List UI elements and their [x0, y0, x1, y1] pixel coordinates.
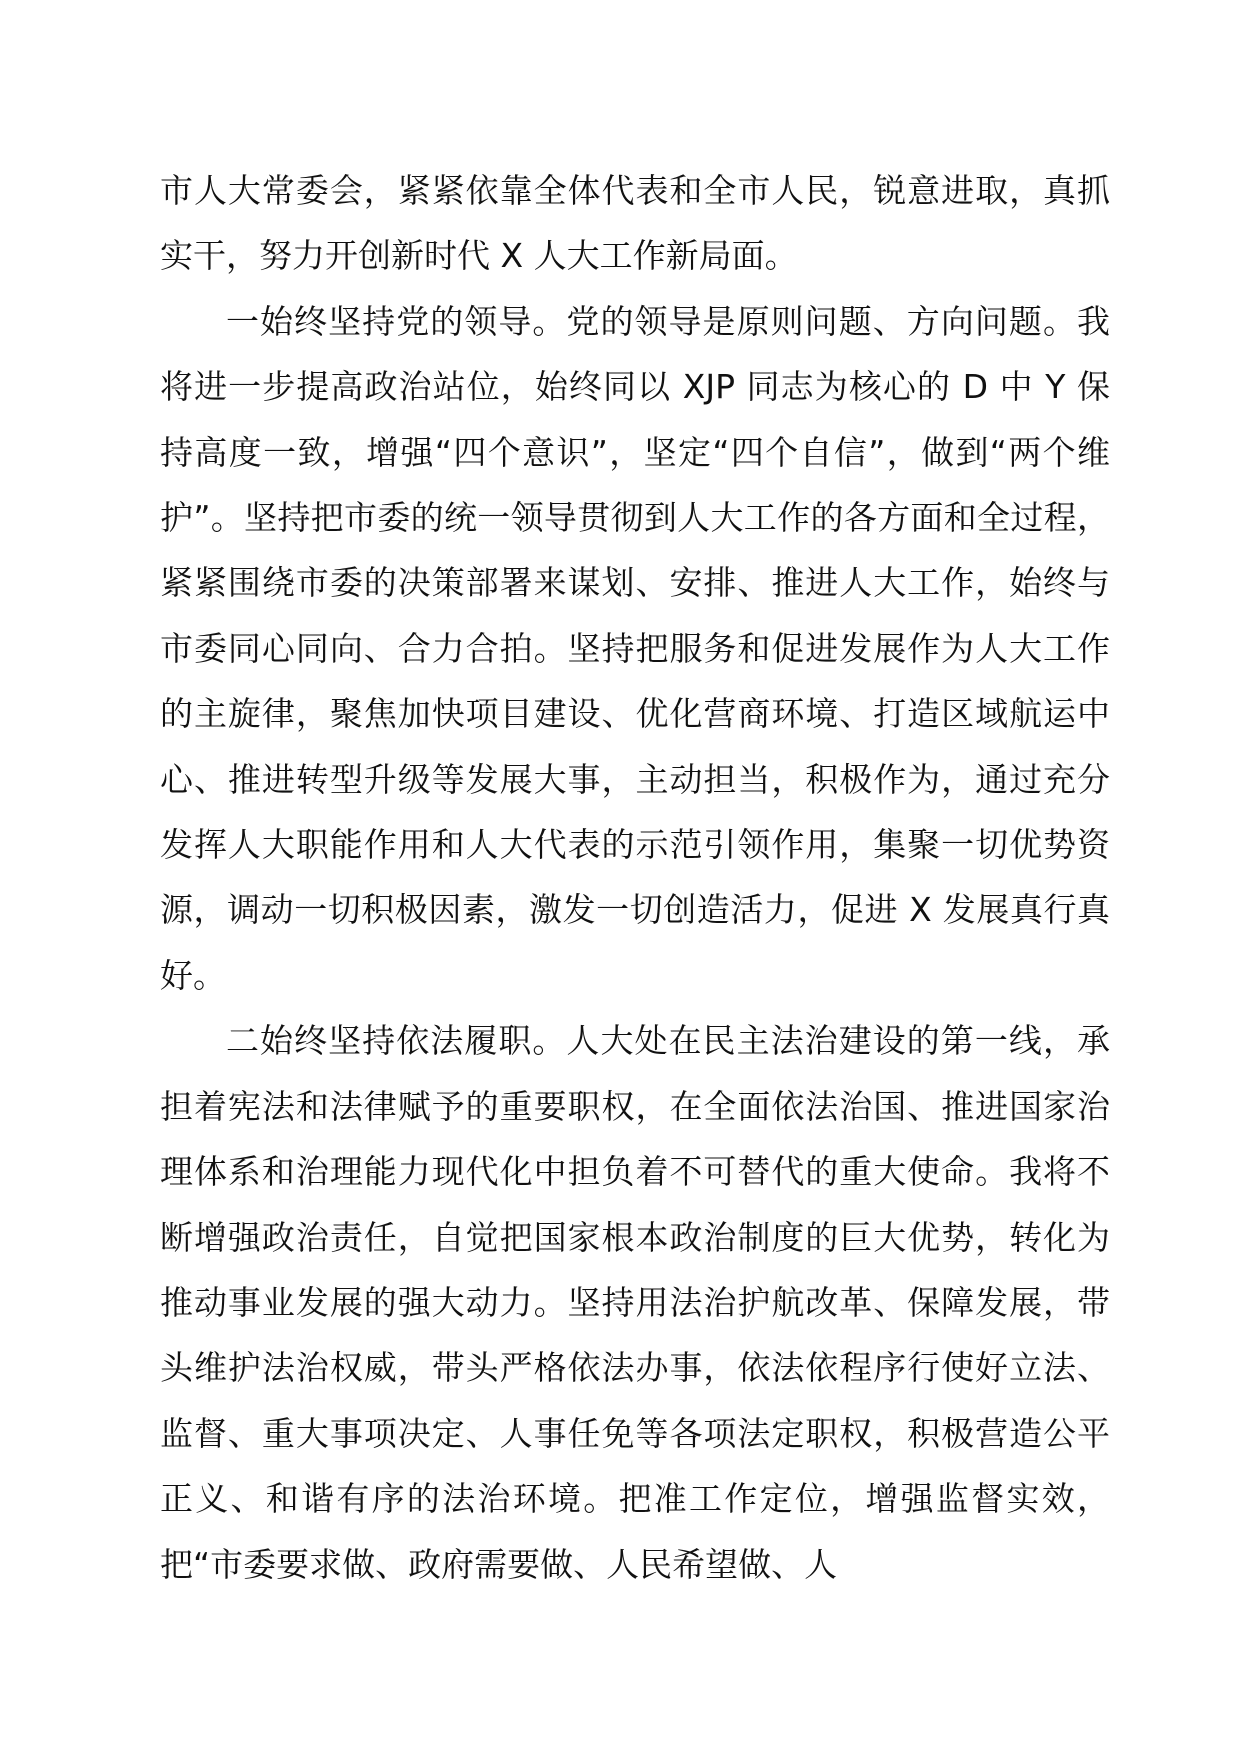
paragraph-party-leadership: 一始终坚持党的领导。党的领导是原则问题、方向问题。我将进一步提高政治站位，始终同以 XJP 同志为核心的 D 中 Y 保持高度一致，增强“四个意识”，坚定“四个自信”，做到“两个维护”。坚持把市委的统一领导贯彻到人大工作的各方面和全过程，紧紧围绕市委的决策部署来谋划、安排、推进人大工作，始终与市委同心同向、合力合拍。坚持把服务和促进发展作为人大工作的主旋律，聚焦加快项目建设、优化营商环境、打造区域航运中心、推进转型升级等发展大事，主动担当，积极作为，通过充分发挥人大职能作用和人大代表的示范引领作用，集聚一切优势资源，调动一切积极因素，激发一切创造活力，促进 X 发展真行真好。	[160, 301, 1110, 995]
body-text	[160, 158, 1110, 1597]
paragraph-continuation: 市人大常委会，紧紧依靠全体代表和全市人民，锐意进取，真抓实干，努力开创新时代 X 人大工作新局面。	[160, 171, 1110, 276]
paragraph-lawful-duties: 二始终坚持依法履职。人大处在民主法治建设的第一线，承担着宪法和法律赋予的重要职权，在全面依法治国、推进国家治理体系和治理能力现代化中担负着不可替代的重大使命。我将不断增强政治责任，自觉把国家根本政治制度的巨大优势，转化为推动事业发展的强大动力。坚持用法治护航改革、保障发展，带头维护法治权威，带头严格依法办事，依法依程序行使好立法、监督、重大事项决定、人事任免等各项法定职权，积极营造公平正义、和谐有序的法治环境。把准工作定位，增强监督实效，把“市委要求做、政府需要做、人民希望做、人	[160, 1021, 1110, 1584]
